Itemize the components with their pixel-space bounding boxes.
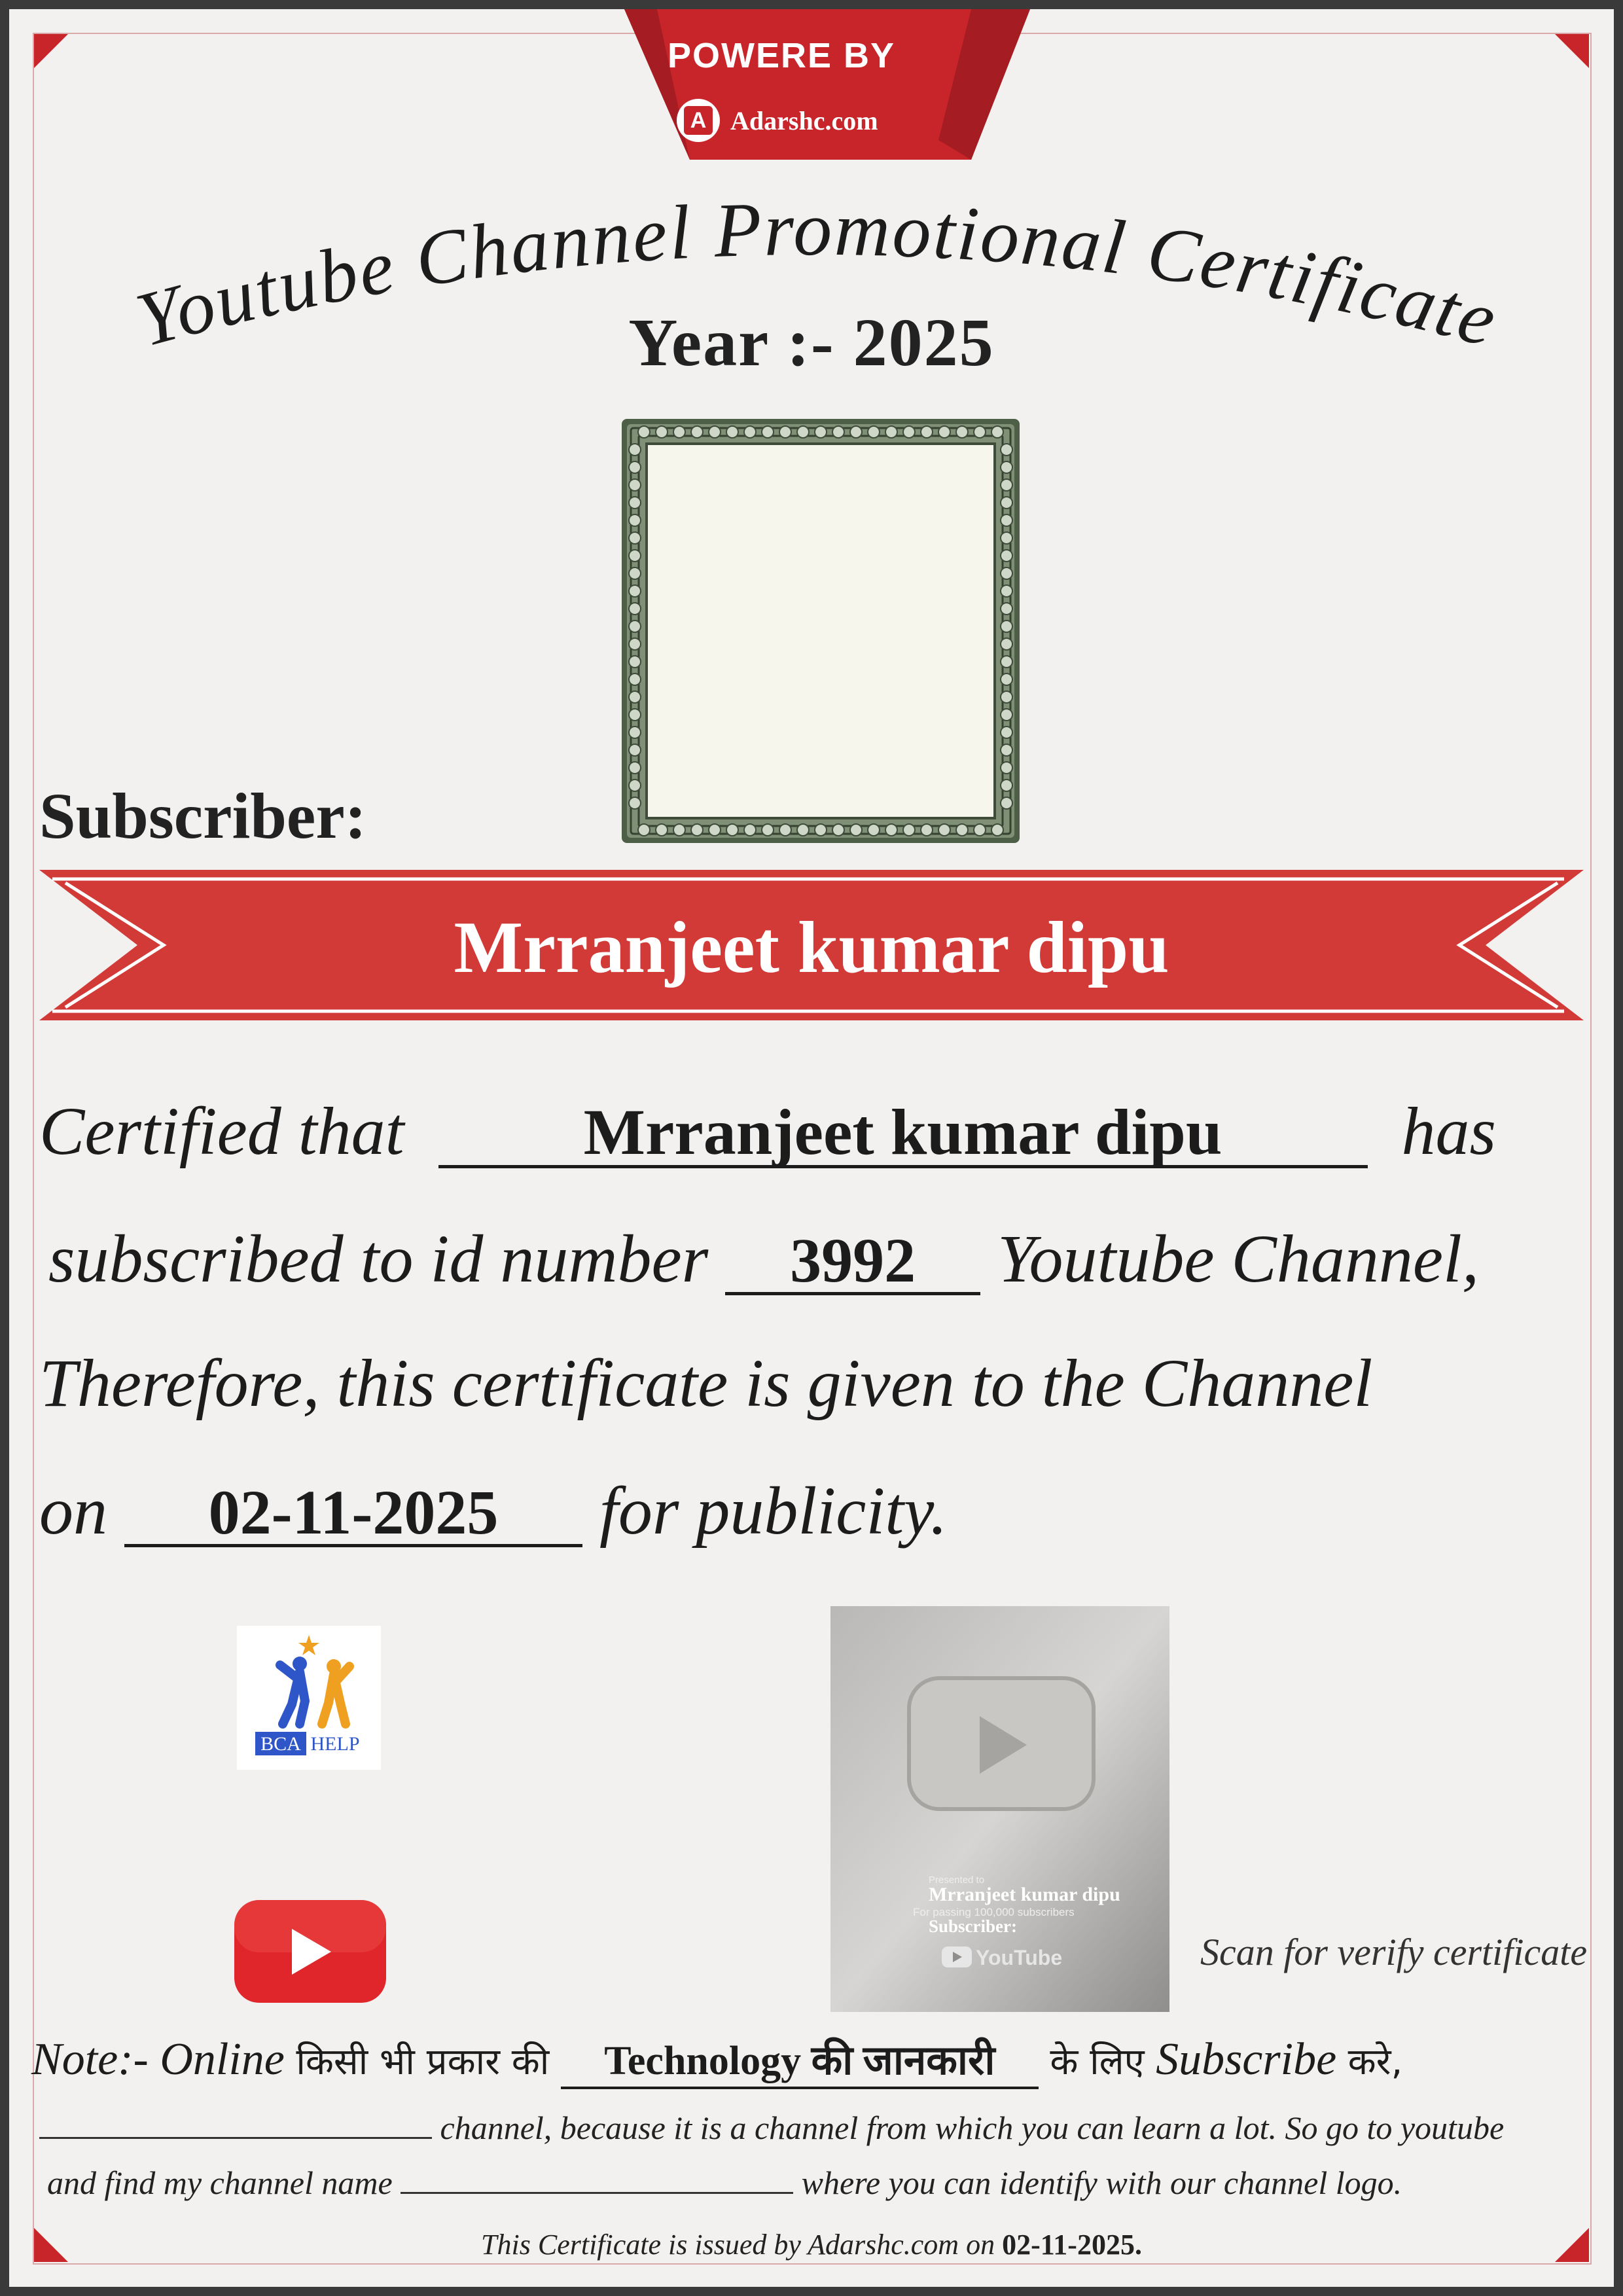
- bca-help-logo-icon: [237, 1626, 381, 1770]
- certified-that-text: Certified that: [39, 1094, 404, 1169]
- year-label: Year :- 2025: [628, 305, 995, 380]
- channel-name-prefix: and find my channel name: [47, 2164, 393, 2201]
- brand-letter: A: [684, 106, 713, 135]
- note-fill-field: Technology की जानकारी: [561, 2032, 1039, 2089]
- id-number-field: 3992: [725, 1229, 980, 1295]
- subscriber-label: Subscriber:: [39, 780, 366, 852]
- channel-name-line: [47, 2164, 1402, 2202]
- play-button-name: Mrranjeet kumar dipu: [929, 1884, 1120, 1905]
- scan-verify-text: Scan for verify certificate: [1200, 1931, 1588, 1973]
- certificate-title-text: Youtube Channel Promotional Certificate: [128, 185, 1507, 364]
- note-line: [31, 2032, 1402, 2089]
- brand-a-logo-icon: [677, 99, 720, 142]
- channel-line-text: channel, because it is a channel from which you can learn a lot. So go to youtube: [440, 2109, 1505, 2146]
- banner-subscriber-name: Mrranjeet kumar dipu: [454, 907, 1169, 988]
- note-hindi-2: के लिए: [1050, 2041, 1145, 2083]
- bca-logo-text: HELP: [310, 1733, 360, 1755]
- youtube-channel-text: Youtube Channel,: [997, 1221, 1479, 1297]
- certificate-page: [9, 9, 1614, 2287]
- silver-play-button-icon: [830, 1606, 1169, 2012]
- channel-name-suffix: where you can identify with our channel logo.: [801, 2164, 1402, 2201]
- footer-date: 02-11-2025.: [1002, 2229, 1142, 2261]
- powered-by-label: POWERE BY: [667, 36, 896, 75]
- footer-issued-line: [9, 2228, 1614, 2261]
- silver-play-button-image: [830, 1606, 1169, 2012]
- channel-line: [39, 2109, 1504, 2147]
- on-text: on: [39, 1473, 107, 1549]
- photo-frame: [618, 415, 1024, 847]
- footer-text: This Certificate is issued by Adarshc.com on: [481, 2229, 995, 2261]
- id-number-line: [48, 1220, 1479, 1298]
- brand-link[interactable]: [677, 98, 878, 143]
- play-button-youtube: YouTube: [976, 1946, 1063, 1969]
- play-button-passing: For passing 100,000 subscribers: [913, 1906, 1075, 1918]
- youtube-play-icon[interactable]: [232, 1897, 389, 2005]
- note-subscribe: Subscribe: [1156, 2034, 1337, 2085]
- channel-blank: [39, 2111, 432, 2139]
- date-field: 02-11-2025: [124, 1481, 582, 1547]
- therefore-line: Therefore, this certificate is given to the Channel: [39, 1346, 1373, 1421]
- note-hindi-3: करे,: [1347, 2041, 1403, 2083]
- brand-name: Adarshc.com: [730, 105, 878, 135]
- play-button-presented-to: Presented to: [929, 1874, 985, 1886]
- play-button-subscriber: Subscriber:: [929, 1916, 1017, 1936]
- certified-line: [39, 1092, 1496, 1170]
- bca-logo-text: BCA: [260, 1733, 301, 1755]
- certified-name-field: Mrranjeet kumar dipu: [438, 1100, 1368, 1168]
- channel-name-blank: [401, 2166, 793, 2194]
- date-line: [39, 1472, 948, 1550]
- has-text: has: [1401, 1094, 1497, 1169]
- note-hindi-1: किसी भी प्रकार की: [296, 2041, 550, 2083]
- note-prefix: Note:- Online: [31, 2034, 285, 2085]
- subscribed-to-text: subscribed to id number: [48, 1221, 709, 1297]
- for-publicity-text: for publicity.: [599, 1473, 948, 1549]
